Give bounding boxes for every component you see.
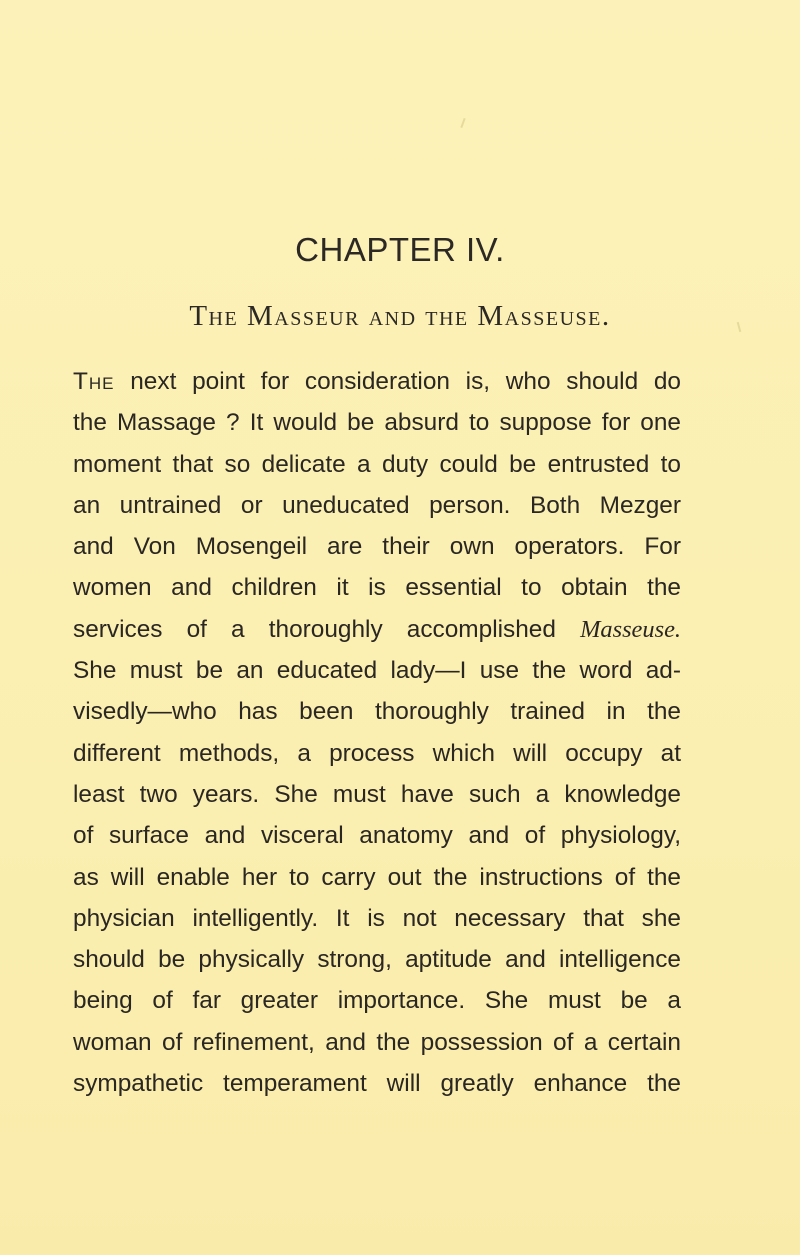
text-line-17: woman of refinement, and the possession of a certain bbox=[73, 1028, 681, 1056]
text-line-16: being of far greater importance. She must be a bbox=[73, 987, 681, 1015]
text-line-8: She must be an educated lady—I use the word ad- bbox=[73, 657, 681, 685]
text-line-7-start: services of a thoroughly accomplished bbox=[73, 615, 581, 643]
first-line-rest: next point for consideration is, who should do bbox=[114, 368, 681, 395]
text-line-11: least two years. She must have such a knowledge bbox=[73, 780, 681, 808]
text-line-9: visedly—who has been thoroughly trained in the bbox=[73, 698, 681, 726]
text-line-2: the Massage ? It would be absurd to suppose for one bbox=[73, 409, 681, 437]
text-line-5: and Von Mosengeil are their own operators. For bbox=[73, 533, 681, 561]
text-line-10: different methods, a process which will occupy at bbox=[73, 739, 681, 767]
section-heading: The Masseur and the Masseuse. bbox=[189, 300, 611, 332]
text-line-14: physician intelligently. It is not necessary that she bbox=[73, 904, 681, 932]
text-line-3: moment that so delicate a duty could be entrusted to bbox=[73, 450, 681, 478]
text-line-18: sympathetic temperament will greatly enhance the bbox=[73, 1070, 681, 1098]
paper-blemish bbox=[460, 118, 465, 128]
text-line-4: an untrained or uneducated person. Both Mezger bbox=[73, 491, 681, 519]
text-line-1 bbox=[73, 361, 681, 402]
text-line-6: women and children it is essential to obtain the bbox=[73, 574, 681, 602]
first-word: The bbox=[73, 368, 115, 395]
text-line-15: should be physically strong, aptitude and intelligence bbox=[73, 946, 681, 974]
text-line-12: of surface and visceral anatomy and of physiology, bbox=[73, 822, 681, 850]
chapter-heading: CHAPTER IV. bbox=[295, 231, 505, 268]
text-line-7 bbox=[73, 609, 681, 650]
text-line-13: as will enable her to carry out the instructions of the bbox=[73, 863, 681, 891]
italic-masseuse: Masseuse. bbox=[580, 615, 681, 643]
body-paragraph bbox=[73, 361, 681, 1104]
